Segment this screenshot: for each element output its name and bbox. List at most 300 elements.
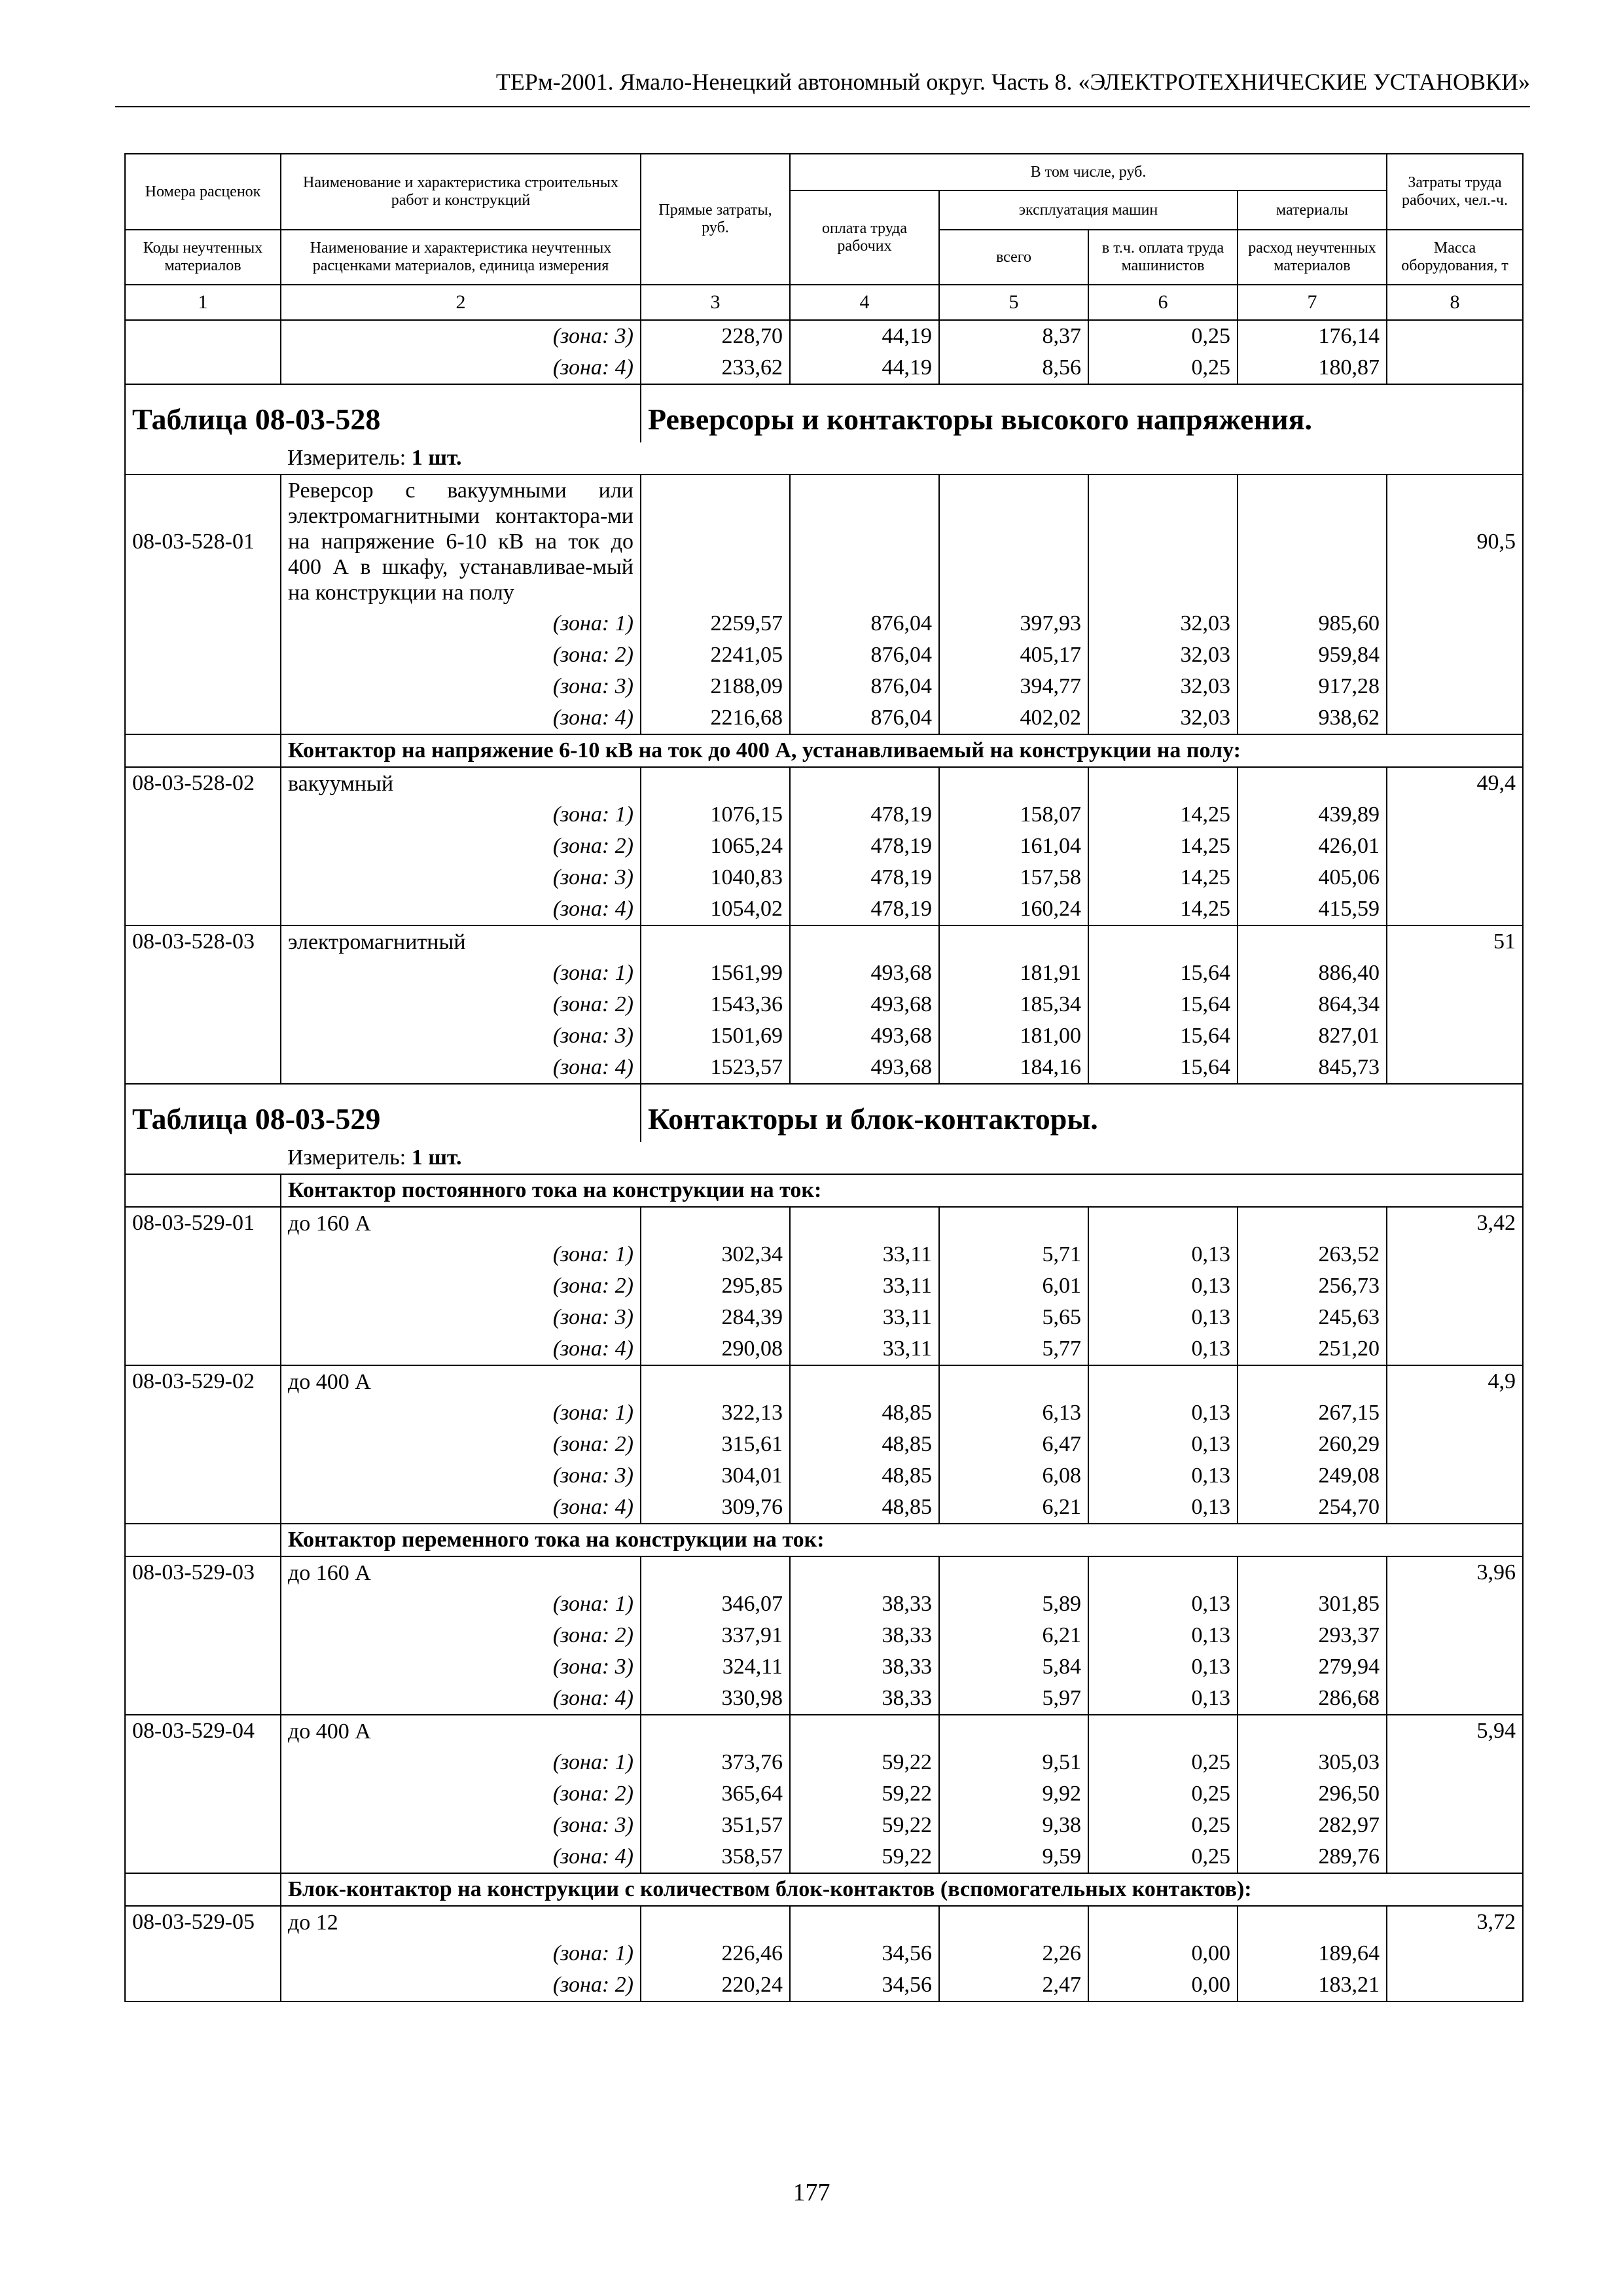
labor-pay: 33,11 — [790, 1239, 939, 1270]
table-row — [125, 352, 1523, 384]
code-cell — [125, 958, 281, 989]
labor-costs — [1387, 1810, 1523, 1841]
empty-cell — [939, 475, 1088, 608]
section-heading: Контактор постоянного тока на конструкции на ток: — [281, 1174, 1523, 1207]
direct-cost: 346,07 — [641, 1588, 790, 1620]
table-row — [125, 384, 1523, 442]
table-row — [125, 1492, 1523, 1524]
machine-operators: 0,13 — [1088, 1429, 1238, 1460]
table-row — [125, 1524, 1523, 1556]
empty-cell — [939, 1556, 1088, 1588]
header-labor-costs: Затраты труда рабочих, чел.-ч. — [1387, 154, 1523, 230]
machines-total: 6,08 — [939, 1460, 1088, 1492]
materials: 305,03 — [1238, 1747, 1387, 1778]
empty-cell — [790, 1715, 939, 1747]
labor-costs — [1387, 1651, 1523, 1683]
machine-operators: 0,13 — [1088, 1651, 1238, 1683]
direct-cost: 1543,36 — [641, 989, 790, 1020]
materials: 279,94 — [1238, 1651, 1387, 1683]
column-number: 7 — [1238, 285, 1387, 320]
labor-costs: 5,94 — [1387, 1715, 1523, 1747]
labor-costs — [1387, 958, 1523, 989]
machines-total: 2,26 — [939, 1938, 1088, 1969]
header-material-name: Наименование и характеристика неучтенных расценками материалов, единица измерения — [281, 230, 641, 285]
empty-cell — [1088, 1556, 1238, 1588]
table-row — [125, 671, 1523, 702]
labor-costs — [1387, 799, 1523, 831]
measurement-value: 1 шт. — [411, 446, 462, 470]
table-row — [125, 1174, 1523, 1207]
zone-label: (зона: 1) — [281, 799, 641, 831]
section-heading: Контактор переменного тока на конструкции на ток: — [281, 1524, 1523, 1556]
labor-pay: 493,68 — [790, 958, 939, 989]
materials: 263,52 — [1238, 1239, 1387, 1270]
empty-cell — [1238, 1906, 1387, 1938]
direct-cost: 302,34 — [641, 1239, 790, 1270]
table-header — [125, 154, 1523, 320]
machine-operators: 32,03 — [1088, 702, 1238, 734]
table-row — [125, 702, 1523, 734]
direct-cost: 1065,24 — [641, 831, 790, 862]
labor-costs: 3,42 — [1387, 1207, 1523, 1239]
labor-costs — [1387, 702, 1523, 734]
machine-operators: 32,03 — [1088, 639, 1238, 671]
materials: 985,60 — [1238, 608, 1387, 639]
measurement-unit — [281, 442, 1523, 475]
machine-operators: 0,25 — [1088, 352, 1238, 384]
materials: 959,84 — [1238, 639, 1387, 671]
labor-pay: 478,19 — [790, 893, 939, 925]
code-cell — [125, 352, 281, 384]
rate-code: 08-03-528-02 — [125, 767, 281, 799]
header-labor-pay: оплата труда рабочих — [790, 190, 939, 285]
empty-cell — [1238, 1365, 1387, 1397]
table-row — [125, 893, 1523, 925]
machines-total: 5,89 — [939, 1588, 1088, 1620]
table-name: Реверсоры и контакторы высокого напряжения. — [641, 384, 1523, 442]
header-machines-total: всего — [939, 230, 1088, 285]
code-cell — [125, 1333, 281, 1365]
table-row — [125, 475, 1523, 608]
table-row — [125, 1969, 1523, 2001]
zone-label: (зона: 4) — [281, 352, 641, 384]
zone-label: (зона: 3) — [281, 1302, 641, 1333]
labor-pay: 48,85 — [790, 1460, 939, 1492]
table-row — [125, 1683, 1523, 1715]
table-row — [125, 734, 1523, 767]
measurement-value: 1 шт. — [411, 1145, 462, 1170]
table-row — [125, 1588, 1523, 1620]
materials: 282,97 — [1238, 1810, 1387, 1841]
machine-operators: 0,13 — [1088, 1492, 1238, 1524]
zone-label: (зона: 4) — [281, 1683, 641, 1715]
column-number: 6 — [1088, 285, 1238, 320]
empty-cell — [641, 1556, 790, 1588]
zone-label: (зона: 1) — [281, 1397, 641, 1429]
labor-pay: 33,11 — [790, 1333, 939, 1365]
header-materials: материалы — [1238, 190, 1387, 230]
code-cell — [125, 1651, 281, 1683]
code-cell — [125, 1052, 281, 1084]
empty-cell — [939, 767, 1088, 799]
table-row — [125, 1938, 1523, 1969]
zone-label: (зона: 3) — [281, 1651, 641, 1683]
labor-pay: 38,33 — [790, 1588, 939, 1620]
direct-cost: 1501,69 — [641, 1020, 790, 1052]
machine-operators: 0,25 — [1088, 1778, 1238, 1810]
empty-cell — [641, 475, 790, 608]
direct-cost: 373,76 — [641, 1747, 790, 1778]
code-cell — [125, 1460, 281, 1492]
machine-operators: 0,13 — [1088, 1460, 1238, 1492]
empty-cell — [1238, 1207, 1387, 1239]
machine-operators: 32,03 — [1088, 608, 1238, 639]
rate-code: 08-03-529-01 — [125, 1207, 281, 1239]
labor-pay: 38,33 — [790, 1620, 939, 1651]
machines-total: 5,77 — [939, 1333, 1088, 1365]
labor-pay: 493,68 — [790, 989, 939, 1020]
materials: 251,20 — [1238, 1333, 1387, 1365]
table-row — [125, 1084, 1523, 1142]
machines-total: 394,77 — [939, 671, 1088, 702]
materials: 176,14 — [1238, 320, 1387, 352]
labor-costs — [1387, 1588, 1523, 1620]
labor-costs — [1387, 1969, 1523, 2001]
code-cell — [125, 1620, 281, 1651]
labor-costs — [1387, 1620, 1523, 1651]
code-cell — [125, 1969, 281, 2001]
materials: 296,50 — [1238, 1778, 1387, 1810]
code-cell — [125, 1429, 281, 1460]
materials: 293,37 — [1238, 1620, 1387, 1651]
labor-costs: 49,4 — [1387, 767, 1523, 799]
direct-cost: 1076,15 — [641, 799, 790, 831]
labor-costs — [1387, 862, 1523, 893]
direct-cost: 1523,57 — [641, 1052, 790, 1084]
labor-costs — [1387, 1270, 1523, 1302]
zone-label: (зона: 2) — [281, 1620, 641, 1651]
direct-cost: 304,01 — [641, 1460, 790, 1492]
machines-total: 6,01 — [939, 1270, 1088, 1302]
machine-operators: 0,25 — [1088, 1810, 1238, 1841]
labor-pay: 48,85 — [790, 1429, 939, 1460]
labor-costs: 3,72 — [1387, 1906, 1523, 1938]
table-row — [125, 1651, 1523, 1683]
zone-label: (зона: 4) — [281, 893, 641, 925]
machine-operators: 14,25 — [1088, 862, 1238, 893]
direct-cost: 2188,09 — [641, 671, 790, 702]
materials: 845,73 — [1238, 1052, 1387, 1084]
materials: 267,15 — [1238, 1397, 1387, 1429]
machines-total: 8,56 — [939, 352, 1088, 384]
machine-operators: 14,25 — [1088, 893, 1238, 925]
materials: 249,08 — [1238, 1460, 1387, 1492]
header-including: В том числе, руб. — [790, 154, 1387, 190]
code-cell — [125, 1778, 281, 1810]
machines-total: 185,34 — [939, 989, 1088, 1020]
labor-costs — [1387, 1429, 1523, 1460]
labor-costs — [1387, 1239, 1523, 1270]
table-row — [125, 1302, 1523, 1333]
machines-total: 9,51 — [939, 1747, 1088, 1778]
code-cell — [125, 893, 281, 925]
rate-name: до 160 А — [281, 1207, 641, 1239]
empty-cell — [1238, 925, 1387, 958]
labor-pay: 33,11 — [790, 1302, 939, 1333]
machine-operators: 0,13 — [1088, 1239, 1238, 1270]
code-cell — [125, 1302, 281, 1333]
code-cell — [125, 1174, 281, 1207]
machines-total: 5,65 — [939, 1302, 1088, 1333]
code-cell — [125, 1588, 281, 1620]
table-row — [125, 1397, 1523, 1429]
rate-code: 08-03-528-01 — [125, 475, 281, 608]
empty-cell — [1238, 475, 1387, 608]
empty-cell — [1238, 1556, 1387, 1588]
materials: 289,76 — [1238, 1841, 1387, 1873]
machine-operators: 0,13 — [1088, 1620, 1238, 1651]
labor-costs — [1387, 1397, 1523, 1429]
labor-pay: 876,04 — [790, 671, 939, 702]
materials: 180,87 — [1238, 352, 1387, 384]
table-row — [125, 1142, 1523, 1174]
empty-cell — [939, 1207, 1088, 1239]
code-cell — [125, 702, 281, 734]
code-cell — [125, 1683, 281, 1715]
machine-operators: 0,00 — [1088, 1969, 1238, 2001]
table-row — [125, 1239, 1523, 1270]
machine-operators: 0,25 — [1088, 1747, 1238, 1778]
labor-pay: 44,19 — [790, 352, 939, 384]
header-work-name: Наименование и характеристика строительных работ и конструкций — [281, 154, 641, 230]
materials: 415,59 — [1238, 893, 1387, 925]
empty-cell — [1088, 1207, 1238, 1239]
machines-total: 5,71 — [939, 1239, 1088, 1270]
machines-total: 5,84 — [939, 1651, 1088, 1683]
code-cell — [125, 1270, 281, 1302]
empty-cell — [641, 1715, 790, 1747]
machines-total: 5,97 — [939, 1683, 1088, 1715]
table-row — [125, 320, 1523, 352]
materials: 301,85 — [1238, 1588, 1387, 1620]
code-cell — [125, 1239, 281, 1270]
labor-pay: 38,33 — [790, 1651, 939, 1683]
empty-cell — [1088, 1365, 1238, 1397]
rate-name: до 400 А — [281, 1365, 641, 1397]
machines-total: 9,59 — [939, 1841, 1088, 1873]
labor-pay: 478,19 — [790, 799, 939, 831]
machines-total: 9,92 — [939, 1778, 1088, 1810]
section-heading: Контактор на напряжение 6-10 кВ на ток до 400 А, устанавливаемый на конструкции на полу: — [281, 734, 1523, 767]
labor-pay: 478,19 — [790, 862, 939, 893]
labor-pay: 876,04 — [790, 608, 939, 639]
running-header: ТЕРм-2001. Ямало-Ненецкий автономный округ. Часть 8. «ЭЛЕКТРОТЕХНИЧЕСКИЕ УСТАНОВКИ» — [495, 69, 1530, 95]
machine-operators: 15,64 — [1088, 989, 1238, 1020]
labor-costs: 3,96 — [1387, 1556, 1523, 1588]
code-cell — [125, 1810, 281, 1841]
empty-cell — [641, 925, 790, 958]
labor-costs — [1387, 893, 1523, 925]
empty-cell — [790, 767, 939, 799]
machines-total: 157,58 — [939, 862, 1088, 893]
header-machine-operators: в т.ч. оплата труда машинистов — [1088, 230, 1238, 285]
labor-costs — [1387, 1302, 1523, 1333]
direct-cost: 324,11 — [641, 1651, 790, 1683]
zone-label: (зона: 1) — [281, 1588, 641, 1620]
machine-operators: 0,13 — [1088, 1302, 1238, 1333]
table-row — [125, 1715, 1523, 1747]
direct-cost: 233,62 — [641, 352, 790, 384]
machine-operators: 14,25 — [1088, 799, 1238, 831]
code-cell — [125, 799, 281, 831]
table-title: Таблица 08-03-529 — [125, 1084, 641, 1142]
materials: 189,64 — [1238, 1938, 1387, 1969]
zone-label: (зона: 1) — [281, 608, 641, 639]
zone-label: (зона: 3) — [281, 1460, 641, 1492]
empty-cell — [641, 1365, 790, 1397]
rate-name: до 160 А — [281, 1556, 641, 1588]
machines-total: 8,37 — [939, 320, 1088, 352]
table-row — [125, 1429, 1523, 1460]
rate-name: вакуумный — [281, 767, 641, 799]
empty-cell — [641, 1906, 790, 1938]
labor-costs — [1387, 320, 1523, 352]
code-cell — [125, 639, 281, 671]
machines-total: 181,91 — [939, 958, 1088, 989]
direct-cost: 1054,02 — [641, 893, 790, 925]
labor-pay: 59,22 — [790, 1810, 939, 1841]
labor-pay: 876,04 — [790, 702, 939, 734]
table-row — [125, 799, 1523, 831]
rate-code: 08-03-528-03 — [125, 925, 281, 958]
materials: 256,73 — [1238, 1270, 1387, 1302]
machines-total: 9,38 — [939, 1810, 1088, 1841]
labor-pay: 34,56 — [790, 1938, 939, 1969]
direct-cost: 1040,83 — [641, 862, 790, 893]
zone-label: (зона: 4) — [281, 1841, 641, 1873]
empty-cell — [939, 925, 1088, 958]
zone-label: (зона: 2) — [281, 1270, 641, 1302]
code-cell — [125, 671, 281, 702]
direct-cost: 220,24 — [641, 1969, 790, 2001]
direct-cost: 228,70 — [641, 320, 790, 352]
direct-cost: 2241,05 — [641, 639, 790, 671]
rate-code: 08-03-529-05 — [125, 1906, 281, 1938]
table-row — [125, 1810, 1523, 1841]
machines-total: 6,13 — [939, 1397, 1088, 1429]
zone-label: (зона: 2) — [281, 639, 641, 671]
empty-cell — [1088, 1906, 1238, 1938]
direct-cost: 365,64 — [641, 1778, 790, 1810]
column-number: 4 — [790, 285, 939, 320]
machines-total: 6,21 — [939, 1620, 1088, 1651]
code-cell — [125, 1020, 281, 1052]
labor-costs — [1387, 1778, 1523, 1810]
labor-costs — [1387, 1460, 1523, 1492]
labor-pay: 59,22 — [790, 1778, 939, 1810]
zone-label: (зона: 3) — [281, 862, 641, 893]
machines-total: 158,07 — [939, 799, 1088, 831]
code-cell — [125, 1397, 281, 1429]
direct-cost: 290,08 — [641, 1333, 790, 1365]
labor-pay: 44,19 — [790, 320, 939, 352]
materials: 286,68 — [1238, 1683, 1387, 1715]
zone-label: (зона: 4) — [281, 1333, 641, 1365]
empty-cell — [790, 1556, 939, 1588]
column-number: 1 — [125, 285, 281, 320]
code-cell — [125, 989, 281, 1020]
zone-label: (зона: 3) — [281, 1020, 641, 1052]
direct-cost: 358,57 — [641, 1841, 790, 1873]
machines-total: 161,04 — [939, 831, 1088, 862]
table-row — [125, 1620, 1523, 1651]
labor-pay: 59,22 — [790, 1747, 939, 1778]
code-cell — [125, 1524, 281, 1556]
labor-costs — [1387, 1938, 1523, 1969]
empty-cell — [1088, 767, 1238, 799]
code-cell — [125, 1492, 281, 1524]
direct-cost: 284,39 — [641, 1302, 790, 1333]
machines-total: 160,24 — [939, 893, 1088, 925]
labor-pay: 33,11 — [790, 1270, 939, 1302]
table-row — [125, 1873, 1523, 1906]
code-cell — [125, 608, 281, 639]
labor-costs: 4,9 — [1387, 1365, 1523, 1397]
table-row — [125, 1460, 1523, 1492]
labor-costs — [1387, 1841, 1523, 1873]
materials: 183,21 — [1238, 1969, 1387, 2001]
labor-costs — [1387, 671, 1523, 702]
materials: 864,34 — [1238, 989, 1387, 1020]
empty-cell — [790, 1207, 939, 1239]
table-row — [125, 862, 1523, 893]
machine-operators: 15,64 — [1088, 1052, 1238, 1084]
table-row — [125, 925, 1523, 958]
labor-costs: 90,5 — [1387, 475, 1523, 608]
table-row — [125, 1841, 1523, 1873]
materials: 254,70 — [1238, 1492, 1387, 1524]
machine-operators: 0,13 — [1088, 1683, 1238, 1715]
zone-label: (зона: 3) — [281, 671, 641, 702]
machine-operators: 0,13 — [1088, 1397, 1238, 1429]
labor-pay: 48,85 — [790, 1492, 939, 1524]
direct-cost: 337,91 — [641, 1620, 790, 1651]
column-number: 8 — [1387, 285, 1523, 320]
direct-cost: 226,46 — [641, 1938, 790, 1969]
labor-costs — [1387, 1683, 1523, 1715]
labor-pay: 48,85 — [790, 1397, 939, 1429]
machine-operators: 0,13 — [1088, 1588, 1238, 1620]
table-row — [125, 1270, 1523, 1302]
code-cell — [125, 734, 281, 767]
direct-cost: 1561,99 — [641, 958, 790, 989]
code-cell — [125, 1142, 281, 1174]
materials: 917,28 — [1238, 671, 1387, 702]
header-unaccounted-materials: расход неучтенных материалов — [1238, 230, 1387, 285]
zone-label: (зона: 1) — [281, 1239, 641, 1270]
column-number: 5 — [939, 285, 1088, 320]
machines-total: 397,93 — [939, 608, 1088, 639]
table-row — [125, 442, 1523, 475]
labor-costs — [1387, 352, 1523, 384]
direct-cost: 309,76 — [641, 1492, 790, 1524]
zone-label: (зона: 2) — [281, 1778, 641, 1810]
code-cell — [125, 442, 281, 475]
table-row — [125, 989, 1523, 1020]
machines-total: 6,47 — [939, 1429, 1088, 1460]
measurement-unit — [281, 1142, 1523, 1174]
materials: 426,01 — [1238, 831, 1387, 862]
